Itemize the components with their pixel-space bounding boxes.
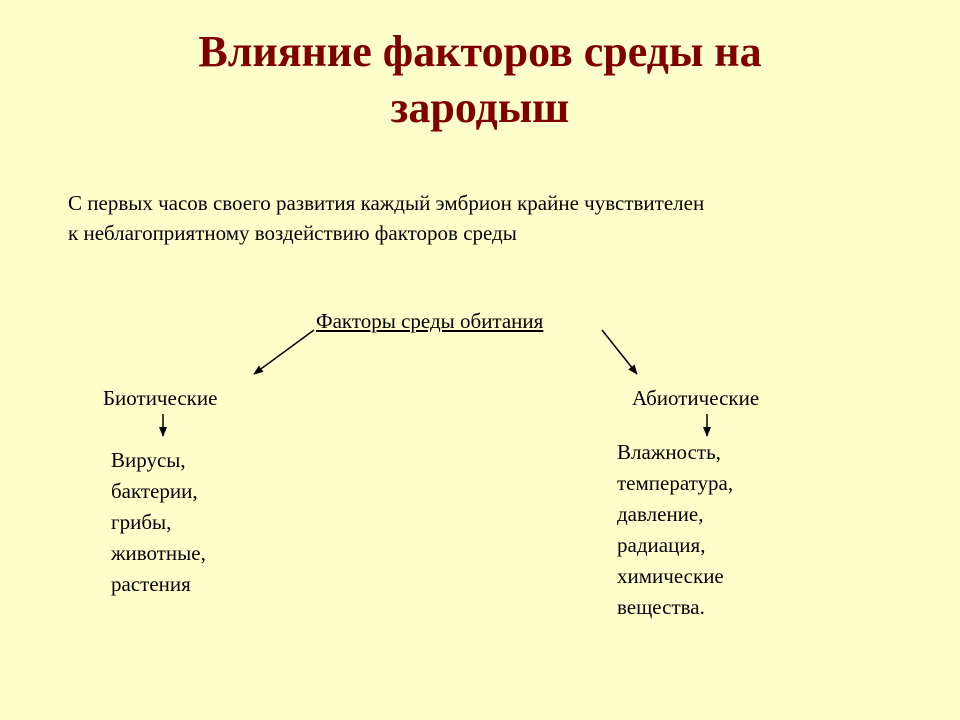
list-item: химические [617, 564, 724, 588]
list-item: бактерии, [111, 479, 198, 503]
branch-label-abiotic: Абиотические [632, 386, 760, 410]
arrow-root-to-abiotic [602, 330, 637, 374]
biotic-examples-list [111, 445, 206, 600]
abiotic-examples-list [617, 437, 733, 623]
slide-title-line: зародыш [390, 83, 570, 132]
diagram-root-label: Факторы среды обитания [316, 309, 544, 333]
slide-title-line: Влияние факторов среды на [198, 27, 762, 76]
list-item: растения [111, 572, 191, 596]
list-item: давление, [617, 502, 704, 526]
list-item: вещества. [617, 595, 705, 619]
list-item: животные, [111, 541, 206, 565]
list-item: температура, [617, 471, 734, 495]
list-item: радиация, [617, 533, 706, 557]
list-item: грибы, [111, 510, 172, 534]
list-item: Вирусы, [111, 448, 186, 472]
intro-line: к неблагоприятному воздействию факторов среды [68, 221, 517, 245]
arrow-root-to-biotic [254, 330, 314, 374]
intro-line: С первых часов своего развития каждый эмбрион крайне чувствителен [68, 191, 705, 215]
branch-label-biotic: Биотические [103, 386, 218, 410]
list-item: Влажность, [617, 440, 721, 464]
